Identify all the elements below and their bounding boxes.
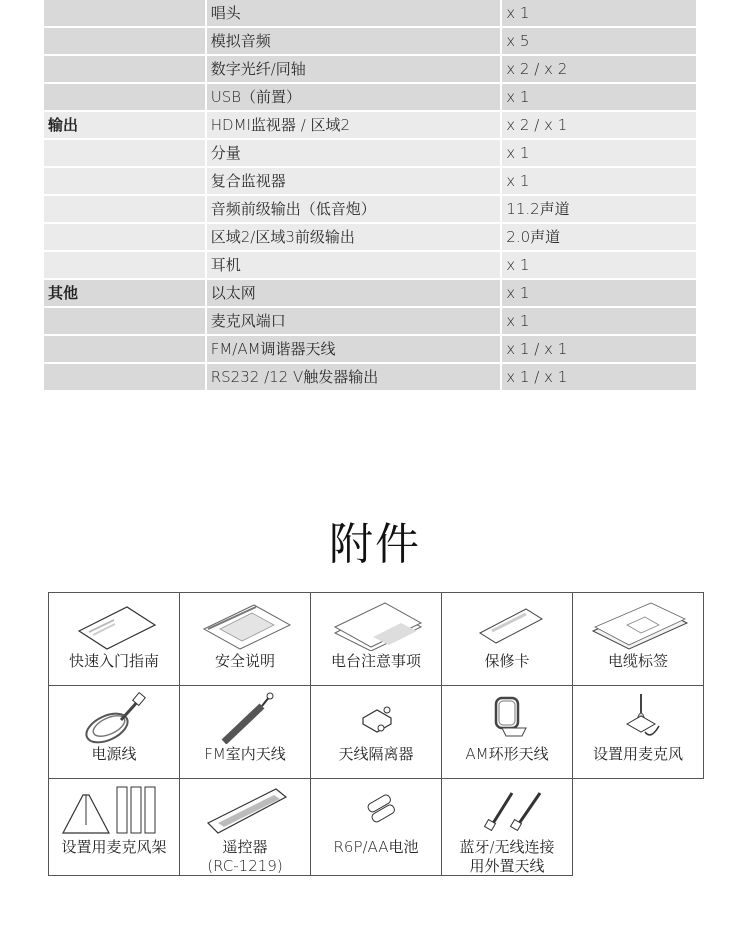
accessory-label: 天线隔离器 [338,745,414,763]
table-row [44,139,696,167]
accessory-label: 快速入门指南 [68,652,159,670]
accessory-label: 遥控器 [222,838,268,856]
empty-cell [573,779,704,876]
spec-table [44,0,696,392]
section-label [44,307,206,335]
accessory-label: 电缆标签 [607,652,668,670]
accessory-cell [442,779,573,876]
radio-notes-icon [321,599,431,651]
accessory-cell [180,593,311,686]
section-label [44,363,206,391]
item-name: 唱头 [206,0,502,27]
table-row [44,307,696,335]
item-qty: x 1 [501,0,696,27]
item-name: 数字光纤/同轴 [206,55,502,83]
accessory-cell [180,686,311,779]
microphone-stand-icon [59,785,169,837]
table-row [44,195,696,223]
section-label [44,167,206,195]
accessory-cell [573,593,704,686]
item-name: RS232 /12 V触发器输出 [206,363,502,391]
table-row [44,363,696,391]
section-label [44,195,206,223]
booklet-icon [59,599,169,651]
item-qty: x 1 / x 1 [501,363,696,391]
accessory-cell [180,779,311,876]
item-name: 音频前级输出（低音炮） [206,195,502,223]
table-row [44,251,696,279]
external-antenna-icon [452,785,562,837]
item-qty: x 1 [501,279,696,307]
section-label [44,0,206,27]
accessory-label: 安全说明 [214,652,275,670]
accessory-cell [49,779,180,876]
accessory-label: AM环形天线 [465,745,549,763]
accessory-cell [311,593,442,686]
am-loop-antenna-icon [452,692,562,744]
table-row [44,223,696,251]
accessory-cell [311,779,442,876]
table-row [44,279,696,307]
accessory-label: 设置用麦克风 [592,745,683,763]
table-row [44,83,696,111]
accessory-label: 蓝牙/无线连接 [459,838,555,856]
accessory-cell [573,686,704,779]
accessory-cell [49,593,180,686]
item-name: FM/AM调谐器天线 [206,335,502,363]
remote-control-icon [190,785,300,837]
section-label [44,223,206,251]
accessory-model: (RC-1219) [207,857,283,875]
accessories-title: 附件 [329,519,421,570]
antenna-isolator-icon [321,692,431,744]
item-qty: x 1 [501,307,696,335]
accessory-label: FM室内天线 [204,745,286,763]
item-name: 区域2/区域3前级输出 [206,223,502,251]
accessory-label: 电台注意事项 [330,652,421,670]
item-qty: x 1 [501,167,696,195]
section-label [44,83,206,111]
cable-labels-icon [583,599,693,651]
item-qty: x 1 [501,139,696,167]
item-name: HDMI监视器 / 区域2 [206,111,502,139]
item-qty: 11.2声道 [501,195,696,223]
accessory-label-line2: 用外置天线 [469,857,545,875]
accessory-label: 电源线 [91,745,137,763]
item-name: USB（前置） [206,83,502,111]
batteries-icon [321,785,431,837]
item-qty: x 1 [501,251,696,279]
item-qty: x 2 / x 1 [501,111,696,139]
power-cord-icon [59,692,169,744]
item-name: 麦克风端口 [206,307,502,335]
table-row [44,167,696,195]
section-label: 其他 [44,279,206,307]
accessories-grid [48,592,704,876]
section-label [44,251,206,279]
section-label [44,27,206,55]
accessory-cell [442,593,573,686]
item-name: 模拟音频 [206,27,502,55]
item-qty: 2.0声道 [501,223,696,251]
accessory-label: 保修卡 [484,652,530,670]
setup-microphone-icon [583,692,693,744]
warranty-card-icon [452,599,562,651]
table-row [44,55,696,83]
item-name: 复合监视器 [206,167,502,195]
section-label: 输出 [44,111,206,139]
item-name: 耳机 [206,251,502,279]
item-name: 分量 [206,139,502,167]
table-row [44,0,696,27]
item-qty: x 2 / x 2 [501,55,696,83]
item-qty: x 1 / x 1 [501,335,696,363]
table-row [44,335,696,363]
table-row [44,111,696,139]
section-label [44,55,206,83]
section-label [44,335,206,363]
safety-sheet-icon [190,599,300,651]
item-qty: x 5 [501,27,696,55]
accessory-cell [311,686,442,779]
accessory-label: 设置用麦克风架 [61,838,167,856]
section-label [44,139,206,167]
item-name: 以太网 [206,279,502,307]
fm-antenna-icon [190,692,300,744]
accessory-label: R6P/AA电池 [333,838,419,856]
accessory-cell [49,686,180,779]
table-row [44,27,696,55]
item-qty: x 1 [501,83,696,111]
accessory-cell [442,686,573,779]
